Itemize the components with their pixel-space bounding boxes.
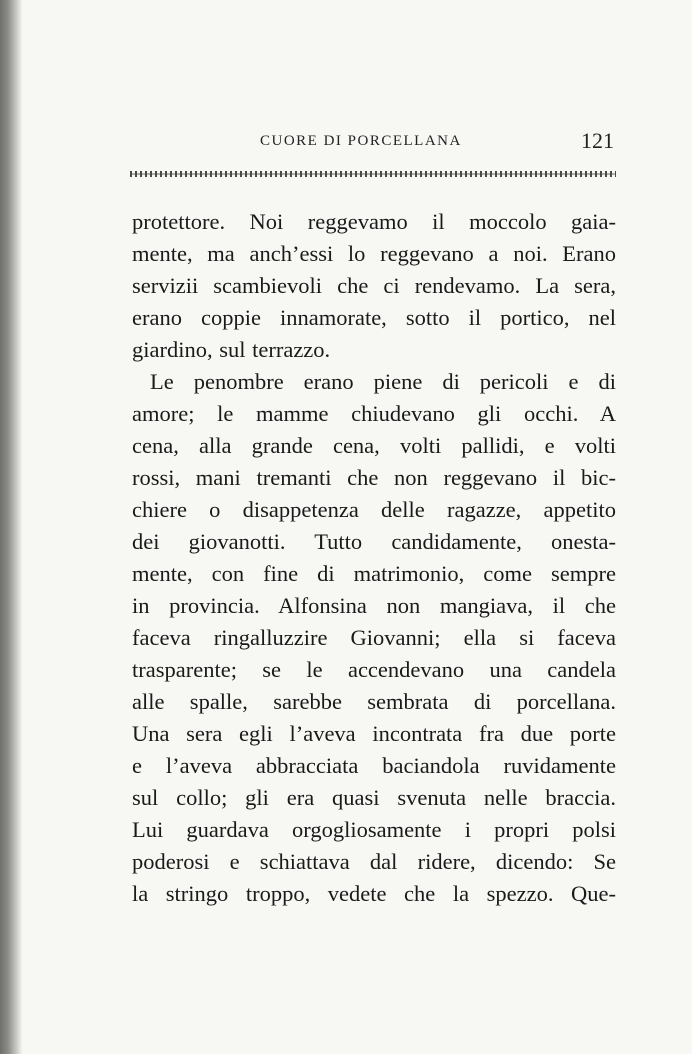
text-line: erano coppie innamorate, sotto il portico, nel	[132, 305, 616, 330]
text-line: chiere o disappetenza delle ragazze, appetito	[132, 497, 616, 522]
text-line: sul collo; gli era quasi svenuta nelle braccia.	[132, 785, 616, 810]
text-line: alle spalle, sarebbe sembrata di porcellana.	[132, 689, 616, 714]
text-line: trasparente; se le accendevano una candela	[132, 657, 616, 682]
page-number: 121	[581, 128, 614, 153]
text-line: cena, alla grande cena, volti pallidi, e volti	[132, 433, 616, 458]
text-line: protettore. Noi reggevamo il moccolo gaia-	[132, 209, 616, 234]
text-line: Una sera egli l’aveva incontrata fra due porte	[132, 721, 616, 746]
text-line: dei giovanotti. Tutto candidamente, onesta-	[132, 529, 616, 554]
text-line: Lui guardava orgogliosamente i propri polsi	[132, 817, 616, 842]
text-line: e l’aveva abbracciata baciandola ruvidamente	[132, 753, 616, 778]
running-title: CUORE DI PORCELLANA	[260, 133, 462, 149]
body-text	[132, 206, 616, 910]
text-line: mente, ma anch’essi lo reggevano a noi. Erano	[132, 241, 616, 266]
text-line: rossi, mani tremanti che non reggevano il bic-	[132, 465, 616, 490]
page-spine-shadow	[0, 0, 22, 1054]
text-line: Le penombre erano piene di pericoli e di	[150, 369, 616, 394]
text-line: giardino, sul terrazzo.	[132, 337, 331, 362]
text-line: in provincia. Alfonsina non mangiava, il che	[132, 593, 616, 618]
text-line: servizii scambievoli che ci rendevamo. La sera,	[132, 273, 616, 298]
decorative-rule	[130, 171, 616, 177]
text-line: amore; le mamme chiudevano gli occhi. A	[132, 401, 616, 426]
text-line: poderosi e schiattava dal ridere, dicendo: Se	[132, 849, 616, 874]
page-header	[132, 130, 616, 158]
text-line: faceva ringalluzzire Giovanni; ella si faceva	[132, 625, 616, 650]
text-line: mente, con fine di matrimonio, come sempre	[132, 561, 616, 586]
text-line: la stringo troppo, vedete che la spezzo. Que-	[132, 881, 616, 906]
